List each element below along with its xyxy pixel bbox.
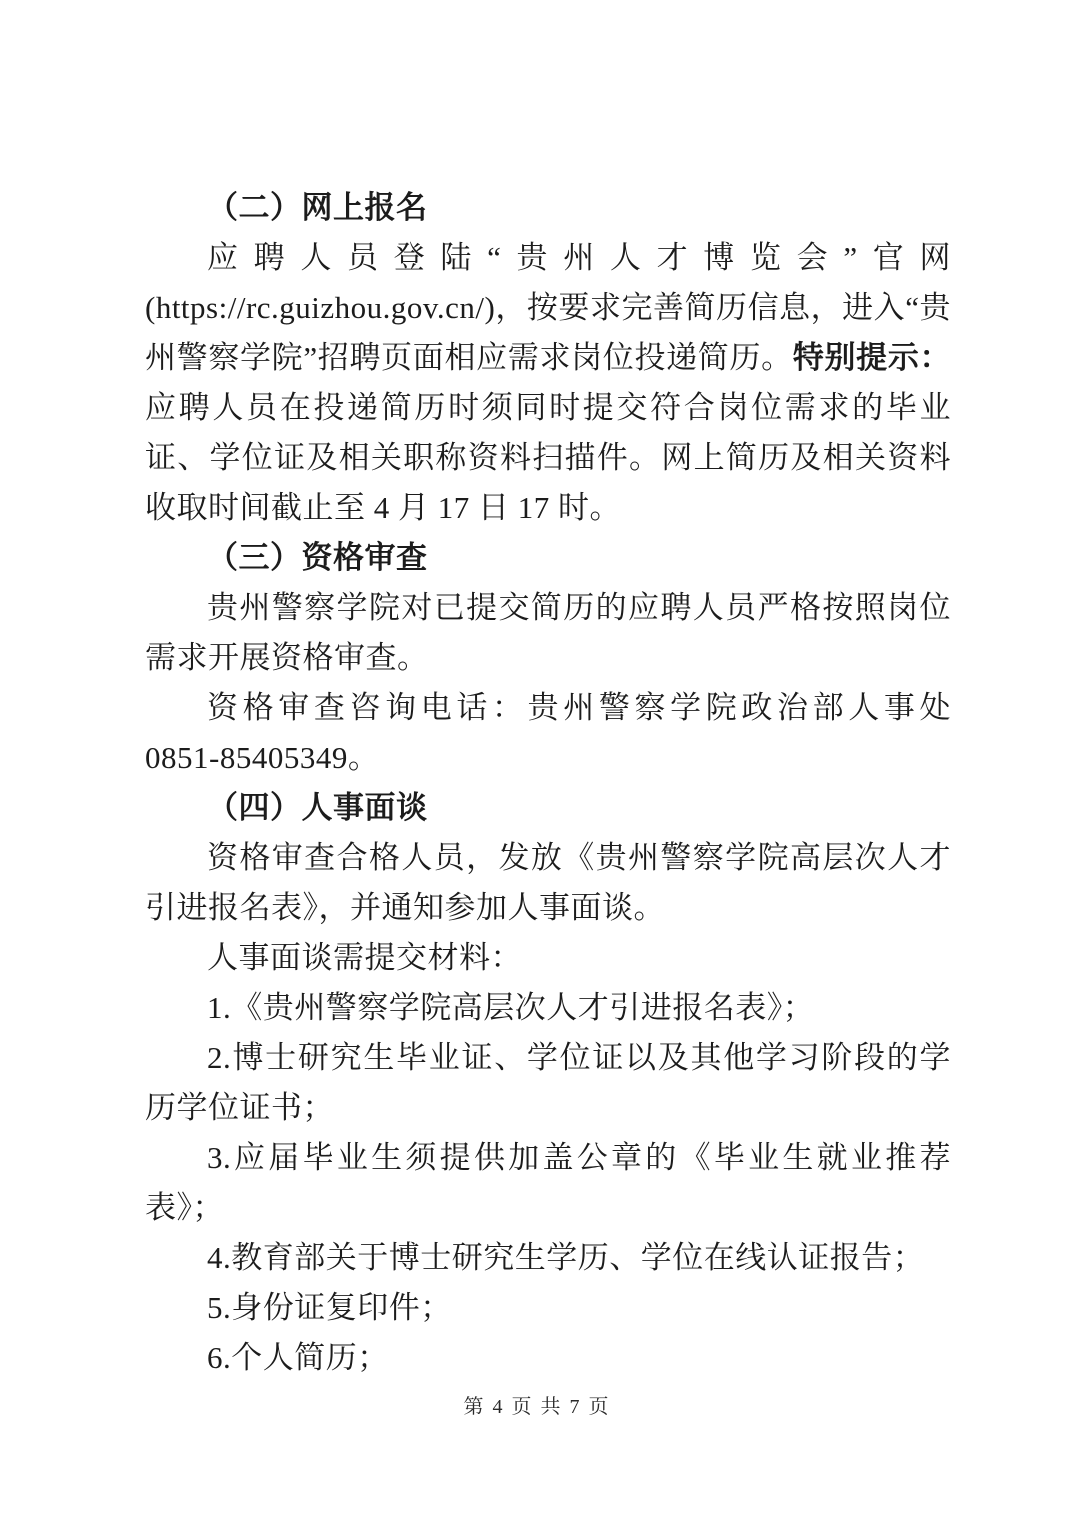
text-run: 3.应届毕业生须提供加盖公章的《毕业生就业推荐表》； [145,1140,951,1225]
text-run: 2.博士研究生毕业证、学位证以及其他学习阶段的学历学位证书； [145,1040,951,1125]
paragraph [145,1133,951,1233]
bold-text-run: 特别提示： [792,340,952,375]
paragraph [145,1283,951,1333]
paragraph [145,583,951,683]
paragraph [145,683,951,783]
section-heading [145,783,951,833]
text-run: 6.个人简历； [207,1340,389,1375]
text-run: 4.教育部关于博士研究生学历、学位在线认证报告； [207,1240,925,1275]
page-footer [0,1392,1074,1422]
paragraph [145,1033,951,1133]
paragraph [145,933,951,983]
text-run: 5.身份证复印件； [207,1290,452,1325]
paragraph [145,1233,951,1283]
text-run: （四）人事面谈 [207,790,428,825]
section-heading [145,533,951,583]
paragraph [145,983,951,1033]
text-run: 应聘人员在投递简历时须同时提交符合岗位需求的毕业证、学位证及相关职称资料扫描件。网上简历及相关资料收取时间截止至 4 月 17 日 17 时。 [145,390,951,525]
text-run: 资格审查咨询电话：贵州警察学院政治部人事处 0851-85405349。 [145,690,951,775]
text-run: 资格审查合格人员，发放《贵州警察学院高层次人才引进报名表》，并通知参加人事面谈。 [145,840,951,925]
text-run: （二）网上报名 [207,190,428,225]
text-run: 人事面谈需提交材料： [207,940,522,975]
page-content [145,183,951,1383]
paragraph [145,833,951,933]
page-number: 第 4 页 共 7 页 [463,1396,611,1418]
section-heading [145,183,951,233]
text-run: 贵州警察学院对已提交简历的应聘人员严格按照岗位需求开展资格审查。 [145,590,951,675]
text-run: 1.《贵州警察学院高层次人才引进报名表》； [207,990,815,1025]
text-run: （三）资格审查 [207,540,428,575]
text-run: 应聘人员登陆“贵州人才博览会”官网(https://rc.guizhou.gov.cn/)，按要求完善简历信息，进入“贵州警察学院”招聘页面相应需求岗位投递简历。 [145,240,951,375]
paragraph [145,233,951,533]
paragraph [145,1333,951,1383]
